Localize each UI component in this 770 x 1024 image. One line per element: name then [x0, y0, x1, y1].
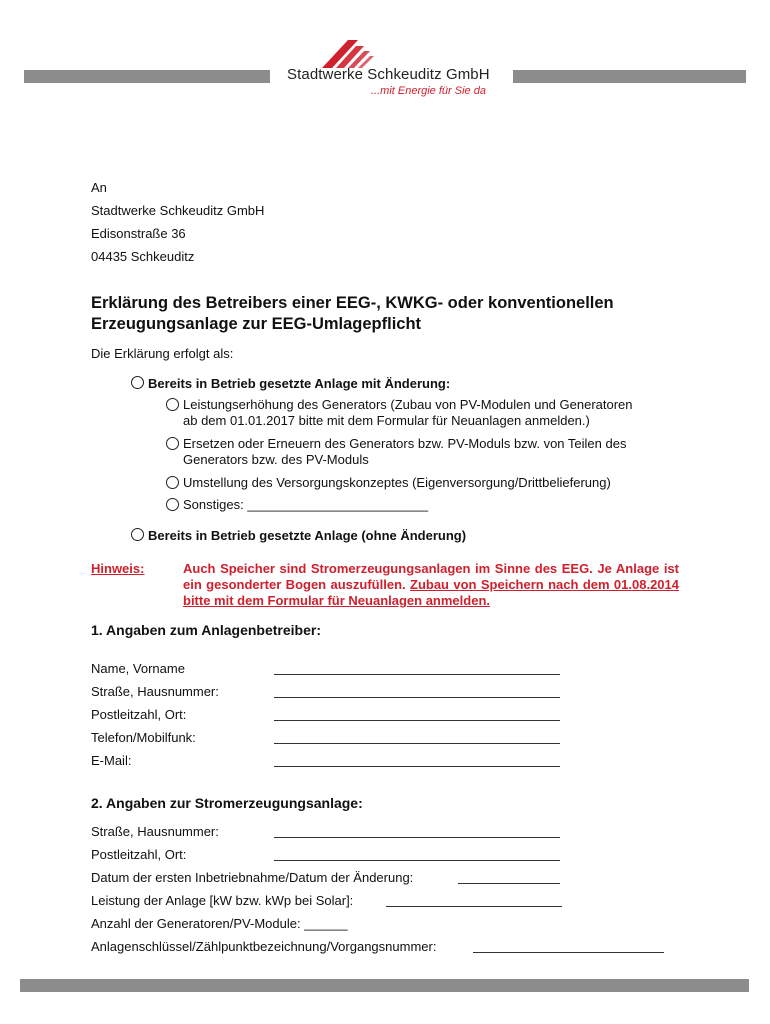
address-line-1: An — [91, 180, 107, 195]
power-increase-label-1: Leistungserhöhung des Generators (Zubau von PV-Modulen und Generatoren — [183, 397, 633, 412]
document-title — [91, 293, 691, 335]
phone-field[interactable] — [274, 743, 560, 744]
supply-concept-label: Umstellung des Versorgungskonzeptes (Eigenversorgung/Drittbelieferung) — [183, 475, 611, 490]
hint-text — [183, 561, 679, 609]
radio-other[interactable] — [166, 498, 179, 511]
address-line-2: Stadtwerke Schkeuditz GmbH — [91, 203, 265, 218]
radio-supply-concept[interactable] — [166, 476, 179, 489]
section-2-heading: 2. Angaben zur Stromerzeugungsanlage: — [91, 795, 363, 811]
intro-text: Die Erklärung erfolgt als: — [91, 346, 234, 361]
hint-text-plain: Auch Speicher sind Stromerzeugungsanlagen im Sinne des EEG. Je Anlage ist ein gesonderter Bogen auszufüllen. — [183, 561, 679, 592]
replace-generator-label-1: Ersetzen oder Erneuern des Generators bzw. PV-Moduls bzw. von Teilen des — [183, 436, 627, 451]
address-line-4: 04435 Schkeuditz — [91, 249, 195, 264]
zip-label: Postleitzahl, Ort: — [91, 707, 187, 722]
email-field[interactable] — [274, 766, 560, 767]
plant-street-label: Straße, Hausnummer: — [91, 824, 219, 839]
radio-power-increase[interactable] — [166, 398, 179, 411]
other-label: Sonstiges: _________________________ — [183, 497, 429, 512]
header-bar-right — [513, 70, 746, 83]
commissioning-date-label: Datum der ersten Inbetriebnahme/Datum der Änderung: — [91, 870, 414, 885]
hint-text-underlined: Zubau von Speichern nach dem 01.08.2014 bitte mit dem Formular für Neuanlagen anmelden. — [183, 577, 679, 608]
plant-zip-label: Postleitzahl, Ort: — [91, 847, 187, 862]
email-label: E-Mail: — [91, 753, 132, 768]
plant-power-label: Leistung der Anlage [kW bzw. kWp bei Solar]: — [91, 893, 354, 908]
plant-street-field[interactable] — [274, 837, 560, 838]
zip-field[interactable] — [274, 720, 560, 721]
footer-bar — [20, 979, 749, 992]
plant-key-field[interactable] — [473, 952, 664, 953]
commissioning-date-field[interactable] — [458, 883, 560, 884]
power-increase-label-2: ab dem 01.01.2017 bitte mit dem Formular für Neuanlagen anmelden.) — [183, 413, 590, 428]
title-line-2: Erzeugungsanlage zur EEG-Umlagepflicht — [91, 315, 422, 333]
name-field[interactable] — [274, 674, 560, 675]
generator-count-label[interactable]: Anzahl der Generatoren/PV-Module: ______ — [91, 916, 348, 931]
header-bar-left — [24, 70, 270, 83]
company-slogan: ...mit Energie für Sie da — [371, 85, 486, 97]
section-1-heading: 1. Angaben zum Anlagenbetreiber: — [91, 622, 321, 638]
company-name: Stadtwerke Schkeuditz GmbH — [287, 66, 490, 83]
street-field[interactable] — [274, 697, 560, 698]
radio-option-without-change[interactable] — [131, 528, 144, 541]
plant-power-field[interactable] — [386, 906, 562, 907]
plant-key-label: Anlagenschlüssel/Zählpunktbezeichnung/Vorgangsnummer: — [91, 939, 437, 954]
name-label: Name, Vorname — [91, 661, 185, 676]
phone-label: Telefon/Mobilfunk: — [91, 730, 196, 745]
title-line-1: Erklärung des Betreibers einer EEG-, KWKG- oder konventionellen — [91, 294, 614, 312]
radio-option-with-change[interactable] — [131, 376, 144, 389]
address-line-3: Edisonstraße 36 — [91, 226, 186, 241]
street-label: Straße, Hausnummer: — [91, 684, 219, 699]
option-with-change-label: Bereits in Betrieb gesetzte Anlage mit Änderung: — [148, 376, 451, 391]
radio-replace-generator[interactable] — [166, 437, 179, 450]
option-without-change-label: Bereits in Betrieb gesetzte Anlage (ohne Änderung) — [148, 528, 467, 543]
company-logo-icon — [318, 38, 376, 68]
replace-generator-label-2: Generators bzw. des PV-Moduls — [183, 452, 369, 467]
hint-label: Hinweis: — [91, 561, 145, 576]
plant-zip-field[interactable] — [274, 860, 560, 861]
